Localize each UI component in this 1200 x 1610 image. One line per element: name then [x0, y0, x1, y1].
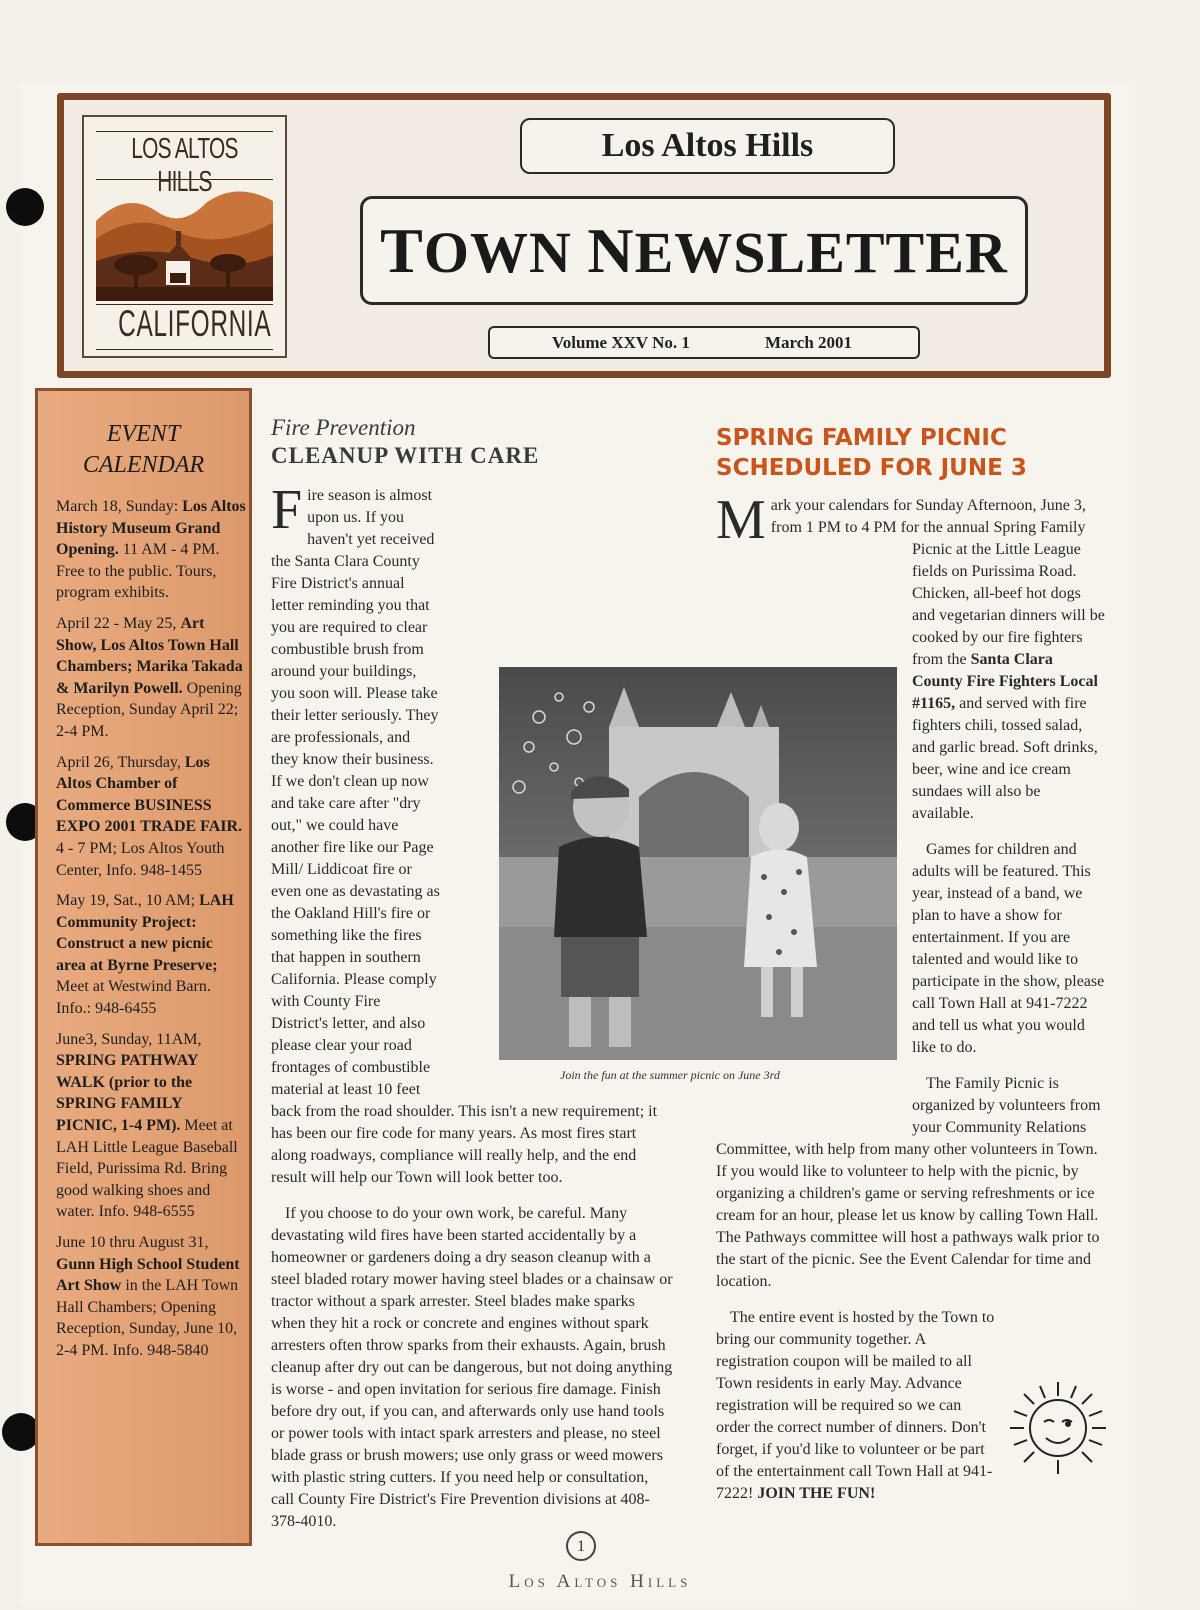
article-paragraph: The Family Picnic is organized by volunteers from your Community Relations Committee, with help from many other volunteers in Town. If you would like to volunteer to help with the picnic, by organizing a children's game or serving refreshments or ice cream for an hour, please let us know by calling Town Hall. The Pathways committee will host a pathways walk prior to the start of the picnic. See the Event Calendar for time and location.	[716, 1075, 1101, 1290]
drop-cap: F	[271, 479, 303, 541]
article-paragraph: Games for children and adults will be featured. This year, instead of a band, we plan to have a show for entertainment. If you are talented and would like to participate in the show, please call Town Hall at 941-7222 and tell us what you would like to do.	[912, 841, 1105, 1056]
event-item: June 10 thru August 31, Gunn High School Student Art Show in the LAH Town Hall Chambers; Opening Reception, Sunday, June 10, 2-4 PM. Info. 948-5840	[56, 1234, 240, 1359]
photo-caption: Join the fun at the summer picnic on June 3rd	[560, 1068, 780, 1082]
article-paragraph: The entire event is hosted by the Town to bring our community together. A registration coupon will be mailed to all Town residents in early May. Advance registration will be required so we can order the correct number of dinners. Don't forget, if you'd like to volunteer or be part of the entertainment call Town Hall at 941-7222! JOIN THE FUN!	[716, 1309, 995, 1502]
event-item: June3, Sunday, 11AM, SPRING PATHWAY WALK (prior to the SPRING FAMILY PICNIC, 1-4 PM). Meet at LAH Little League Baseball Field, Purissima Rd. Bring good walking shoes and water. Info. 948-6555	[56, 1030, 238, 1221]
issue-info	[488, 326, 920, 359]
newsletter-title: TOWN NEWSLETTER	[360, 196, 1028, 305]
logo-bottom-text: CALIFORNIA	[118, 303, 272, 344]
binder-hole-top	[6, 188, 44, 226]
town-name-banner: Los Altos Hills	[520, 118, 895, 174]
page-number: 1	[566, 1531, 596, 1561]
logo-top-text: LOS ALTOS HILLS	[131, 133, 238, 198]
event-list	[56, 496, 246, 1371]
issue-date: March 2001	[765, 333, 853, 352]
article-kicker: Fire Prevention	[271, 415, 416, 440]
article-headline: CLEANUP WITH CARE	[271, 443, 540, 468]
town-logo	[82, 115, 287, 358]
drop-cap: M	[716, 489, 766, 551]
volume-number: Volume XXV No. 1	[552, 333, 690, 352]
hills-logo-icon	[96, 181, 273, 301]
picnic-headline: SPRING FAMILY PICNIC SCHEDULED FOR JUNE 3	[716, 425, 1027, 481]
event-item: May 19, Sat., 10 AM; LAH Community Project: Construct a new picnic area at Byrne Preserve; Meet at Westwind Barn. Info.: 948-6455	[56, 892, 234, 1018]
event-calendar-heading: EVENT CALENDAR	[82, 421, 205, 478]
article-paragraph: If you choose to do your own work, be careful. Many devastating wild fires have been started accidentally by a homeowner or gardeners doing a dry season cleanup with a steel bladed rotary mower having steel blades or a chainsaw or tractor without a spark arrester. Steel blades make sparks when they hit a rock or concrete and engines without spark arresters often throw sparks from their exhausts. Again, brush cleanup after dry out can be dangerous, but not doing anything is worse - and open invitation for serious fire damage. Finish before dry out, if you can, and afterwards only use hand tools or power tools with intact spark arresters and please, no steel blade grass or brush mowers; use only grass or weed mowers with plastic string cutters. If you need help or consultation, call County Fire District's Fire Prevention divisions at 408-378-4010.	[271, 1205, 673, 1530]
picnic-photo	[499, 667, 897, 1060]
event-item: April 22 - May 25, Art Show, Los Altos Town Hall Chambers; Marika Takada & Marilyn Powell. Opening Reception, Sunday April 22; 2-4 PM.	[56, 614, 243, 740]
event-item: March 18, Sunday: Los Altos History Museum Grand Opening. 11 AM - 4 PM. Free to the public. Tours, program exhibits.	[56, 498, 246, 602]
article-paragraph: ire season is almost upon us. If you haven't yet received the Santa Clara County Fire District's annual letter reminding you that you are required to clear combustible brush from around your buildings, you soon will. Please take their letter seriously. They are professionals, and they know their business. If we don't clean up now and take care after "dry out," we could have another fire like our Page Mill/ Liddicoat fire or even one as devastating as the Oakland Hill's fire or something like the fires that happen in southern California. Please comply with County Fire District's letter, and also please clear your road frontages of combustible material at least 10 feet back from the road shoulder. This isn't a new requirement; it has been our fire code for many years. As most fires start along roadways, compliance will really help, and the end result will help our Town will look better too.	[271, 487, 658, 1186]
sun-icon	[1002, 1378, 1110, 1478]
article-paragraph: ark your calendars for Sunday Afternoon, June 3, from 1 PM to 4 PM for the annual Spring Family Picnic at the Little League fields on Purissima Road. Chicken, all-beef hot dogs and vegetarian dinners will be cooked by our fire fighters from the Santa Clara County Fire Fighters Local #1165, and served with fire fighters chili, tossed salad, and garlic bread. Soft drinks, beer, wine and ice cream sundaes will also be available.	[770, 497, 1105, 822]
event-calendar-sidebar	[35, 388, 252, 1546]
footer-text: Los Altos Hills	[508, 1571, 692, 1592]
event-item: April 26, Thursday, Los Altos Chamber of Commerce BUSINESS EXPO 2001 TRADE FAIR. 4 - 7 PM; Los Altos Youth Center, Info. 948-1455	[56, 753, 243, 879]
